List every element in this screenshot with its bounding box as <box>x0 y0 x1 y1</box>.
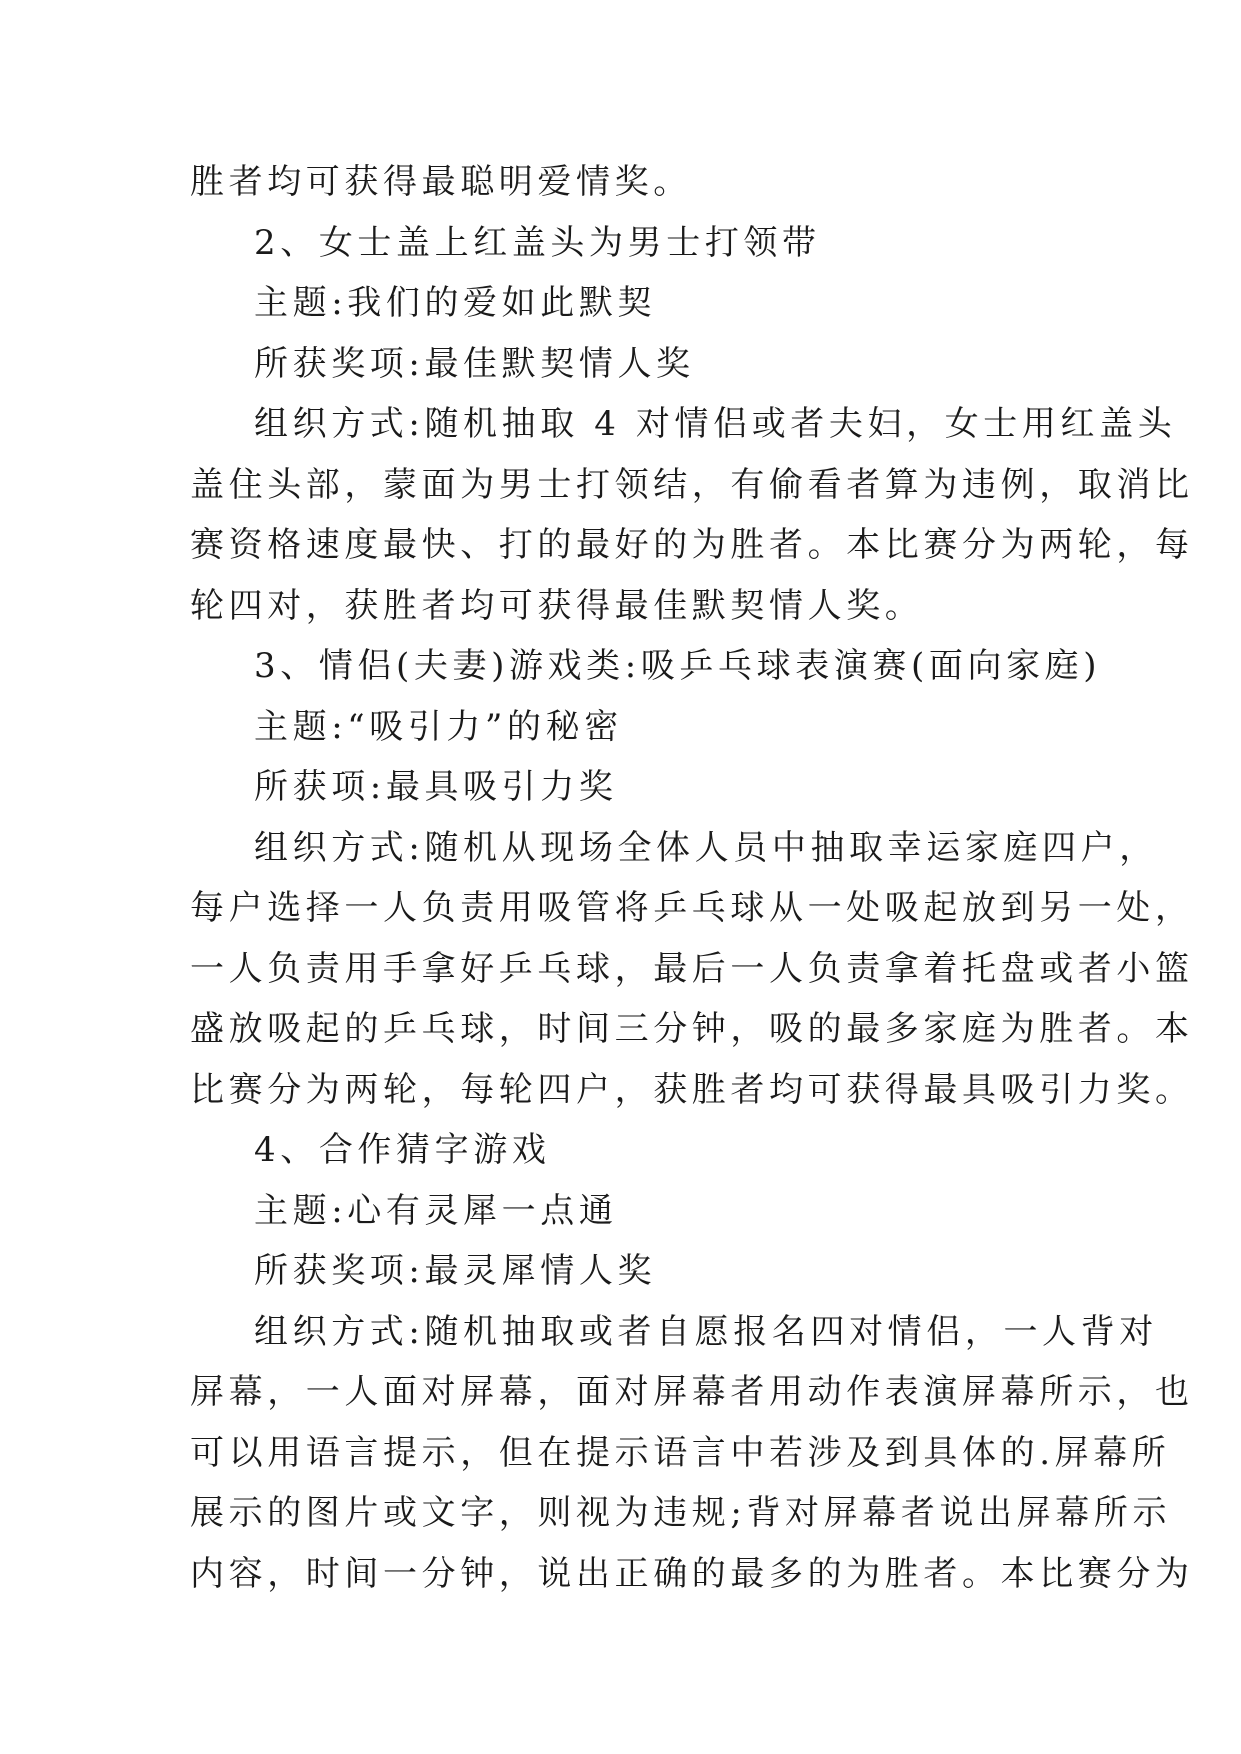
text-line: 胜者均可获得最聪明爱情奖。 <box>190 162 692 202</box>
text-line: 内容，时间一分钟，说出正确的最多的为胜者。本比赛分为 <box>190 1553 1194 1594</box>
text-line: 盖住头部，蒙面为男士打领结，有偷看者算为违例，取消比 <box>190 464 1194 505</box>
text-line: 组织方式:随机从现场全体人员中抽取幸运家庭四户， <box>254 827 1158 868</box>
text-line: 所获项:最具吸引力奖 <box>254 767 618 807</box>
text-line: 4、合作猜字游戏 <box>254 1130 551 1170</box>
text-line: 展示的图片或文字，则视为违规;背对屏幕者说出屏幕所示 <box>190 1493 1172 1533</box>
text-line: 组织方式:随机抽取 4 对情侣或者夫妇，女士用红盖头 <box>254 404 1177 444</box>
text-line: 主题:心有灵犀一点通 <box>254 1190 618 1231</box>
text-line: 比赛分为两轮，每轮四户，获胜者均可获得最具吸引力奖。 <box>190 1069 1194 1110</box>
text-line: 所获奖项:最佳默契情人奖 <box>254 343 695 384</box>
text-line: 轮四对，获胜者均可获得最佳默契情人奖。 <box>190 585 924 626</box>
text-line: 赛资格速度最快、打的最好的为胜者。本比赛分为两轮，每 <box>190 525 1194 565</box>
text-line: 主题:我们的爱如此默契 <box>254 283 657 323</box>
text-line: 可以用语言提示，但在提示语言中若涉及到具体的.屏幕所 <box>190 1432 1171 1473</box>
text-line: 组织方式:随机抽取或者自愿报名四对情侣，一人背对 <box>254 1311 1158 1352</box>
text-line: 一人负责用手拿好乒乓球，最后一人负责拿着托盘或者小篮 <box>190 948 1194 989</box>
text-line: 屏幕，一人面对屏幕，面对屏幕者用动作表演屏幕所示，也 <box>190 1372 1194 1412</box>
text-line: 主题:“吸引力”的秘密 <box>254 706 623 747</box>
text-line: 所获奖项:最灵犀情人奖 <box>254 1251 657 1291</box>
text-line: 盛放吸起的乒乓球，时间三分钟，吸的最多家庭为胜者。本 <box>190 1009 1194 1049</box>
text-line: 2、女士盖上红盖头为男士打领带 <box>254 222 821 263</box>
text-line: 3、情侣(夫妻)游戏类:吸乒乓球表演赛(面向家庭) <box>254 646 1102 686</box>
text-line: 每户选择一人负责用吸管将乒乓球从一处吸起放到另一处， <box>190 888 1194 928</box>
document-body <box>190 152 1194 1604</box>
